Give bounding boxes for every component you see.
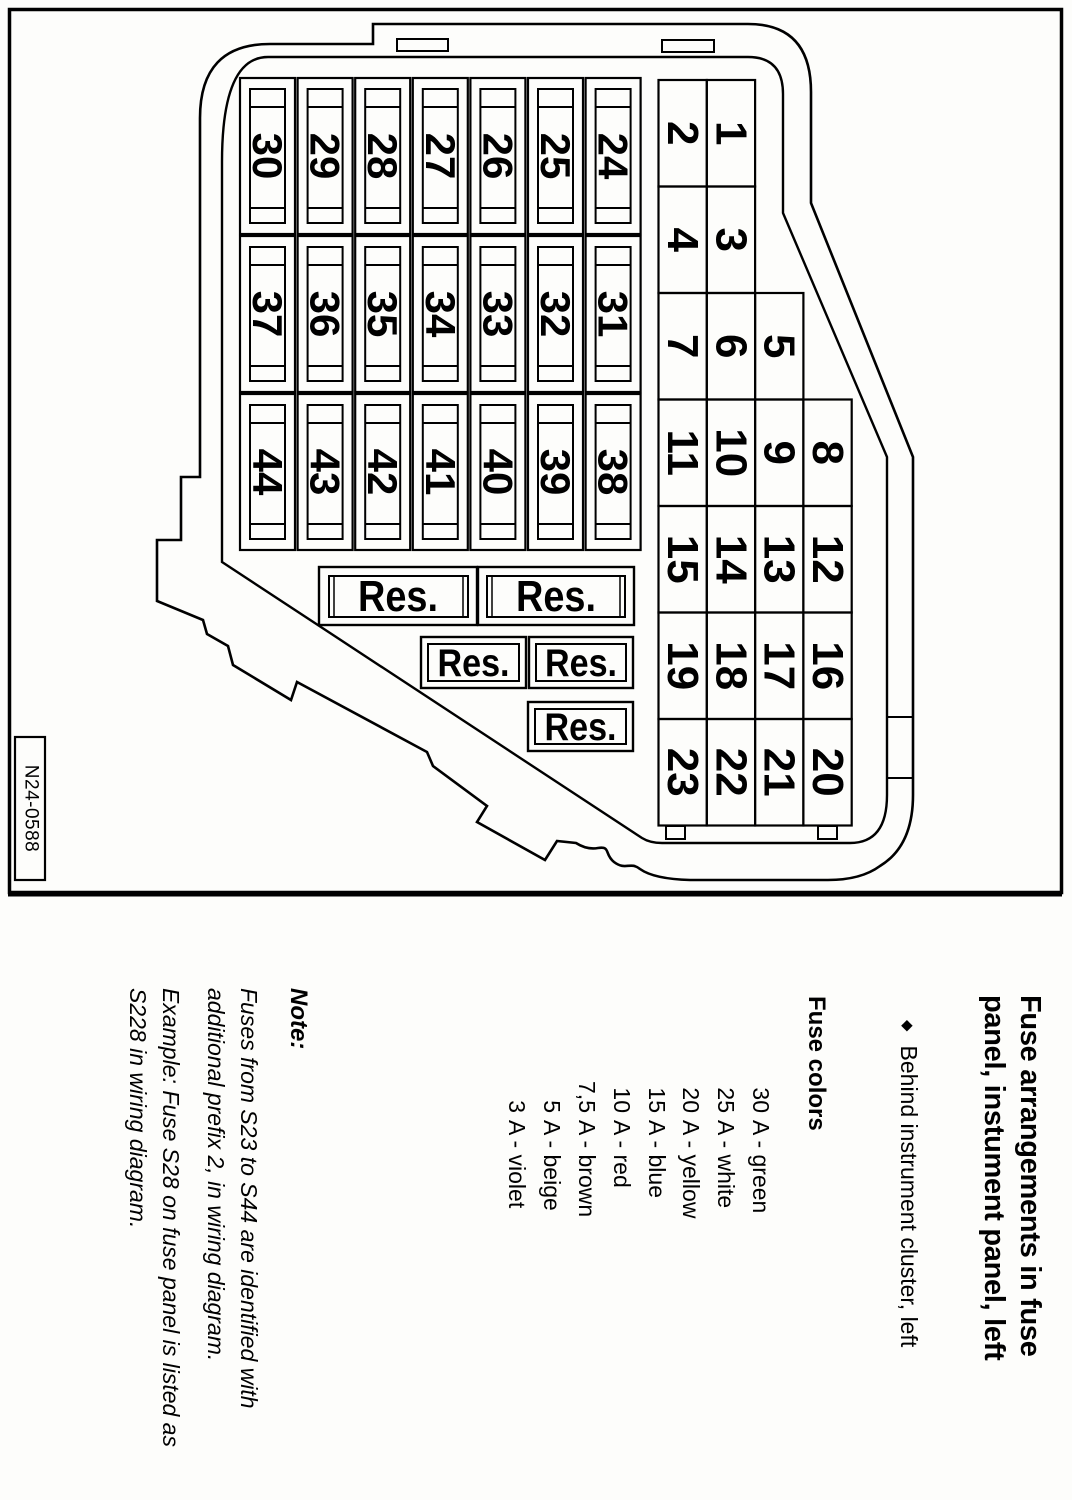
reserve-slot-label: Res.	[545, 642, 617, 685]
fuse-color-item	[538, 1050, 565, 1211]
fuse-strip-number: 43	[301, 448, 349, 496]
fuse-strip-36	[298, 236, 353, 392]
fuse-strip-39	[528, 394, 583, 550]
fuse-strip-number: 24	[589, 132, 637, 180]
fuse-cell-number: 11	[658, 429, 708, 476]
fuse-strip-number: 38	[589, 448, 637, 496]
fuse-strip-number: 27	[416, 132, 464, 180]
fuse-strip-42	[355, 394, 410, 550]
fuse-strip-26	[470, 78, 525, 234]
fuse-color-name: A - white	[713, 1120, 740, 1209]
fuse-color-name: A - green	[748, 1120, 774, 1214]
fuse-color-item	[677, 1050, 704, 1218]
fuse-strip-27	[413, 78, 468, 234]
fuse-color-amps: 20	[678, 1087, 705, 1113]
fuse-cell-number: 2	[658, 120, 708, 146]
fuse-strip-40	[470, 394, 525, 550]
note-line2: additional prefix 2, in wiring diagram.	[203, 988, 229, 1362]
fuse-strip-number: 31	[589, 290, 637, 338]
reserve-slot	[319, 567, 477, 625]
fuse-color-item	[643, 1050, 670, 1198]
fuse-color-name: A - yellow	[678, 1120, 705, 1219]
fuse-cell-number: 10	[706, 428, 756, 478]
fuse-strip-number: 42	[359, 448, 407, 496]
fuse-strip-number: 40	[474, 448, 522, 496]
figure-id-text: N24-0588	[20, 764, 42, 853]
fuse-cell-number: 22	[706, 747, 756, 797]
fuse-strip-number: 37	[244, 290, 291, 338]
fuse-strip-number: 39	[532, 448, 579, 496]
fuse-cell-number: 4	[658, 227, 708, 252]
reserve-slot-label: Res.	[358, 572, 438, 621]
reserve-slot-label: Res.	[437, 642, 510, 685]
bottom-wall-tab	[666, 826, 685, 839]
fuse-strip-block	[240, 78, 641, 550]
fuse-color-amps: 30	[748, 1087, 774, 1113]
fuse-strip-24	[586, 78, 641, 234]
example-line1: Example: Fuse S28 on fuse panel is listed as	[158, 988, 184, 1447]
fuse-strip-34	[413, 236, 468, 392]
page-title-line2: panel, instument panel, left	[978, 995, 1010, 1361]
example-line2: S228 in wiring diagram.	[125, 988, 151, 1229]
fuse-strip-number: 35	[359, 290, 407, 338]
fuse-strip-number: 33	[474, 290, 522, 338]
fuse-color-amps: 7,5	[574, 1081, 600, 1113]
fuse-cell-number: 9	[754, 440, 804, 465]
fuse-strip-number: 28	[359, 132, 407, 180]
note-line1: Fuses from S23 to S44 are identified with	[236, 988, 262, 1409]
fuse-strip-35	[355, 236, 410, 392]
figure-id-label	[15, 737, 45, 880]
fuse-strip-38	[586, 394, 641, 550]
fuse-color-name: A - violet	[504, 1120, 531, 1209]
fuse-cell-number: 15	[658, 534, 708, 584]
fuse-cell-number: 7	[658, 333, 708, 359]
fuse-color-item	[608, 1050, 635, 1188]
fuse-color-amps: 3	[504, 1100, 531, 1113]
fuse-cell-number: 13	[754, 534, 804, 584]
fuse-strip-28	[355, 78, 410, 234]
caption-rotated-block	[120, 950, 1050, 1500]
fuse-cell-number: 16	[803, 641, 852, 691]
fuse-strip-33	[470, 236, 525, 392]
reserve-slot	[421, 637, 526, 688]
fuse-strip-number: 25	[532, 132, 579, 180]
fuse-strip-number: 26	[474, 132, 522, 180]
bottom-wall-tab	[818, 826, 837, 839]
fuse-cell-number: 23	[658, 747, 708, 797]
location-bullet-row	[895, 1020, 922, 1347]
fuse-color-amps: 10	[608, 1087, 635, 1113]
fuse-strip-43	[298, 394, 353, 550]
fuse-color-item	[747, 1050, 774, 1213]
fuse-color-amps: 15	[643, 1087, 670, 1113]
reserve-slot	[478, 567, 634, 625]
fuse-position-grid	[658, 80, 852, 826]
page-title	[976, 995, 1048, 1360]
fuse-color-amps: 5	[539, 1100, 566, 1113]
fuse-strip-number: 41	[416, 448, 464, 496]
fuse-strip-32	[528, 236, 583, 392]
fuse-strip-number: 30	[244, 132, 291, 180]
fuse-cell-number: 20	[803, 747, 852, 797]
reserve-slot-label: Res.	[544, 706, 617, 749]
location-bullet-text: Behind instrument cluster, left	[896, 1045, 922, 1348]
fuse-cell-number: 17	[754, 641, 804, 691]
top-wall-slot	[397, 39, 448, 51]
fuse-strip-number: 34	[416, 290, 464, 338]
fuse-cell-number: 19	[658, 641, 708, 691]
fuse-strip-30	[240, 78, 295, 234]
fuse-strip-number: 44	[244, 448, 291, 496]
fuse-color-name: A - brown	[574, 1120, 600, 1218]
fuse-cell-number: 18	[706, 641, 756, 691]
fuse-color-amps: 25	[713, 1087, 740, 1113]
fuse-cell-number: 5	[754, 333, 804, 359]
fuse-cell-number: 3	[706, 227, 756, 252]
fuse-cell-number: 1	[706, 120, 756, 146]
reserve-slot	[529, 637, 633, 688]
fuse-color-name: A - beige	[539, 1120, 566, 1211]
fuse-colors-heading: Fuse colors	[803, 996, 830, 1131]
fuse-strip-31	[586, 236, 641, 392]
note-heading: Note:	[285, 988, 312, 1050]
caption-column	[120, 950, 1050, 1500]
fuse-strip-number: 29	[301, 132, 349, 180]
diamond-bullet-icon: ◆	[899, 1020, 916, 1032]
fuse-color-item	[712, 1050, 739, 1208]
fuse-color-name: A - red	[608, 1120, 635, 1188]
fuse-strip-number: 32	[532, 290, 579, 338]
fuse-cell-number: 6	[706, 333, 756, 359]
fuse-strip-number: 36	[301, 290, 349, 338]
fuse-strip-44	[240, 394, 295, 550]
fuse-strip-41	[413, 394, 468, 550]
fuse-cell-number: 14	[706, 534, 756, 584]
fuse-cell-number: 8	[803, 440, 852, 465]
fuse-cell-number: 21	[754, 747, 804, 797]
page-title-line1: Fuse arrangements in fuse	[1014, 995, 1046, 1357]
fuse-strip-37	[240, 236, 295, 392]
fuse-color-item	[573, 1050, 600, 1217]
reserve-slots	[319, 567, 634, 751]
fuse-cell-number: 12	[803, 534, 852, 584]
fuse-strip-25	[528, 78, 583, 234]
reserve-slot	[528, 702, 633, 751]
fuse-color-name: A - blue	[643, 1120, 670, 1198]
fuse-color-item	[503, 1050, 530, 1208]
fuse-strip-29	[298, 78, 353, 234]
reserve-slot-label: Res.	[516, 572, 596, 621]
top-wall-slot	[662, 40, 714, 52]
